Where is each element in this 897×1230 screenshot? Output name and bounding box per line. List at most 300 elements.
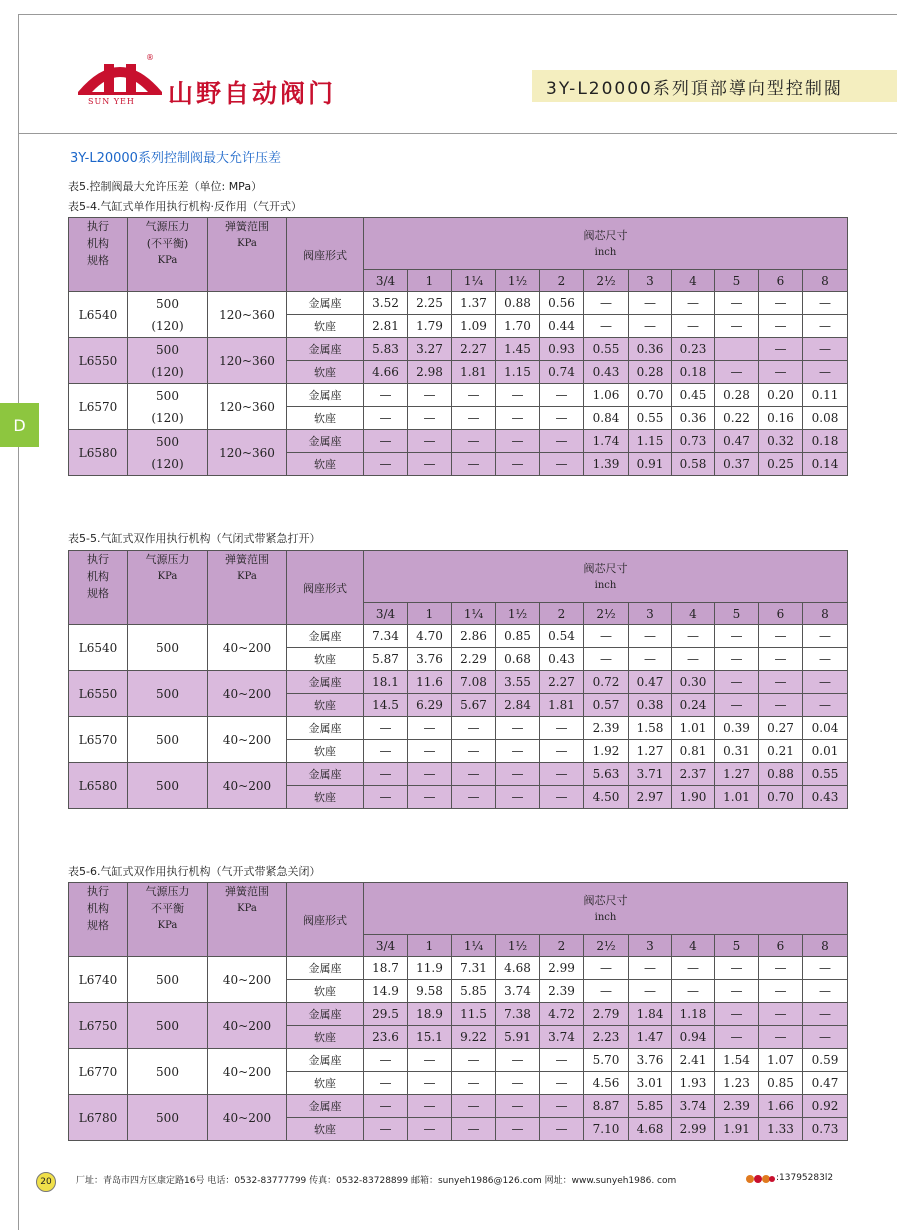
spring-cell: 40~200 <box>208 763 287 809</box>
value-cell: — <box>364 786 408 809</box>
value-cell: — <box>364 1072 408 1095</box>
supply-cell <box>128 763 208 809</box>
value-cell: 5.63 <box>584 763 629 786</box>
supply-cell <box>128 430 208 476</box>
header-line: 机构 <box>87 902 109 915</box>
model-cell: L6570 <box>69 384 128 430</box>
header-line: KPa <box>157 571 178 582</box>
table-row <box>69 292 848 315</box>
footer-contact: 厂址：青岛市四方区康定路16号 电话：0532-83777799 传真：0532-83728899 邮箱：sunyeh1986@126.com 网址：www.sunyeh1986. com <box>76 1176 677 1186</box>
value-cell: — <box>715 315 759 338</box>
size-header: 3/4 <box>364 603 408 625</box>
value-cell: 0.21 <box>759 740 803 763</box>
header-line: 规格 <box>87 587 109 600</box>
seat-cell: 软座 <box>287 407 364 430</box>
value-cell: — <box>364 1095 408 1118</box>
seat-cell: 金属座 <box>287 338 364 361</box>
value-cell: — <box>715 648 759 671</box>
size-header: 8 <box>803 270 848 292</box>
size-header: 1 <box>408 935 452 957</box>
value-cell: 3.52 <box>364 292 408 315</box>
value-cell: — <box>364 384 408 407</box>
value-cell: — <box>629 957 672 980</box>
size-header: 5 <box>715 603 759 625</box>
header-line: 执行 <box>87 553 109 566</box>
supply-value: (120) <box>151 456 184 471</box>
value-cell: 0.84 <box>584 407 629 430</box>
spring-range-header <box>208 883 287 957</box>
model-cell: L6540 <box>69 625 128 671</box>
supply-value: 500 <box>156 342 179 357</box>
value-cell: — <box>452 430 496 453</box>
value-cell: 2.39 <box>584 717 629 740</box>
supply-pressure-header <box>128 551 208 625</box>
header-line: 气源压力 <box>145 553 190 566</box>
header-line: inch <box>594 246 617 258</box>
value-cell: — <box>759 292 803 315</box>
value-cell: 2.39 <box>540 980 584 1003</box>
value-cell: 0.08 <box>803 407 848 430</box>
value-cell: 2.84 <box>496 694 540 717</box>
header-divider <box>18 133 897 134</box>
seat-type-header: 阀座形式 <box>287 883 364 957</box>
value-cell: 3.01 <box>629 1072 672 1095</box>
size-header: 8 <box>803 935 848 957</box>
value-cell: — <box>715 980 759 1003</box>
header-line: 阀芯尺寸 <box>583 893 628 907</box>
supply-value: 500 <box>156 1018 179 1033</box>
value-cell: 0.44 <box>540 315 584 338</box>
value-cell: — <box>584 625 629 648</box>
seat-cell: 软座 <box>287 1118 364 1141</box>
supply-value: 500 <box>156 388 179 403</box>
value-cell: 0.74 <box>540 361 584 384</box>
value-cell: — <box>364 453 408 476</box>
size-header: 3/4 <box>364 270 408 292</box>
supply-cell <box>128 717 208 763</box>
value-cell: 2.86 <box>452 625 496 648</box>
header-line: 机构 <box>87 570 109 583</box>
value-cell: 29.5 <box>364 1003 408 1026</box>
value-cell: 3.76 <box>408 648 452 671</box>
value-cell: — <box>364 1049 408 1072</box>
value-cell: 3.76 <box>629 1049 672 1072</box>
supply-value: (120) <box>151 364 184 379</box>
value-cell: — <box>496 740 540 763</box>
value-cell: — <box>672 957 715 980</box>
header-line: (不平衡) <box>146 237 189 250</box>
value-cell: — <box>629 648 672 671</box>
value-cell: 5.87 <box>364 648 408 671</box>
seat-cell: 软座 <box>287 1072 364 1095</box>
seat-cell: 软座 <box>287 786 364 809</box>
value-cell: 0.70 <box>629 384 672 407</box>
value-cell: 0.38 <box>629 694 672 717</box>
value-cell: 2.27 <box>452 338 496 361</box>
supply-cell <box>128 1095 208 1141</box>
value-cell: 15.1 <box>408 1026 452 1049</box>
value-cell: — <box>452 1049 496 1072</box>
value-cell: 1.47 <box>629 1026 672 1049</box>
size-header: 5 <box>715 935 759 957</box>
size-header: 3 <box>629 603 672 625</box>
value-cell: 5.91 <box>496 1026 540 1049</box>
value-cell: — <box>759 1026 803 1049</box>
header-line: 执行 <box>87 220 109 233</box>
spring-cell: 40~200 <box>208 957 287 1003</box>
size-header: 8 <box>803 603 848 625</box>
value-cell: 14.5 <box>364 694 408 717</box>
supply-cell <box>128 384 208 430</box>
size-header: 2½ <box>584 270 629 292</box>
value-cell: 0.47 <box>803 1072 848 1095</box>
size-header: 2 <box>540 935 584 957</box>
value-cell: — <box>715 694 759 717</box>
value-cell: 0.55 <box>629 407 672 430</box>
spring-cell: 40~200 <box>208 625 287 671</box>
value-cell: 1.23 <box>715 1072 759 1095</box>
value-cell: 7.08 <box>452 671 496 694</box>
value-cell: — <box>803 980 848 1003</box>
value-cell: — <box>803 648 848 671</box>
value-cell: 0.58 <box>672 453 715 476</box>
supply-cell <box>128 1049 208 1095</box>
spring-cell: 40~200 <box>208 717 287 763</box>
value-cell: — <box>629 315 672 338</box>
seat-cell: 软座 <box>287 740 364 763</box>
value-cell: — <box>759 338 803 361</box>
value-cell: 2.25 <box>408 292 452 315</box>
value-cell: — <box>672 292 715 315</box>
header-line: 不平衡 <box>151 902 184 915</box>
table-row <box>69 717 848 740</box>
spring-cell: 40~200 <box>208 1095 287 1141</box>
spring-cell: 120~360 <box>208 292 287 338</box>
value-cell: 3.74 <box>672 1095 715 1118</box>
value-cell: — <box>496 1118 540 1141</box>
value-cell: 3.74 <box>496 980 540 1003</box>
value-cell: 0.11 <box>803 384 848 407</box>
value-cell: — <box>715 625 759 648</box>
section-title: 3Y-L20000系列控制阀最大允许压差 <box>70 151 281 166</box>
actuator-header <box>69 551 128 625</box>
caption-table-2: 表5-5.气缸式双作用执行机构（气闭式带紧急打开） <box>68 532 321 545</box>
supply-cell <box>128 338 208 384</box>
value-cell: 4.50 <box>584 786 629 809</box>
value-cell: 0.16 <box>759 407 803 430</box>
value-cell: — <box>496 1049 540 1072</box>
value-cell: 1.01 <box>672 717 715 740</box>
value-cell: — <box>452 740 496 763</box>
value-cell: — <box>540 1118 584 1141</box>
value-cell: 1.01 <box>715 786 759 809</box>
value-cell: 0.93 <box>540 338 584 361</box>
size-header: 5 <box>715 270 759 292</box>
supply-value: 500 <box>156 972 179 987</box>
value-cell: 11.6 <box>408 671 452 694</box>
table-row <box>69 1003 848 1026</box>
value-cell: 2.97 <box>629 786 672 809</box>
value-cell: — <box>759 694 803 717</box>
value-cell: 0.55 <box>584 338 629 361</box>
value-cell: — <box>540 763 584 786</box>
pressure-table-1 <box>68 217 848 476</box>
core-size-header <box>364 551 848 603</box>
value-cell: — <box>452 717 496 740</box>
value-cell: 1.92 <box>584 740 629 763</box>
supply-value: 500 <box>156 686 179 701</box>
value-cell: 0.43 <box>803 786 848 809</box>
value-cell: 1.15 <box>496 361 540 384</box>
value-cell: 0.18 <box>672 361 715 384</box>
value-cell: 0.85 <box>496 625 540 648</box>
value-cell: 5.85 <box>452 980 496 1003</box>
supply-value: 500 <box>156 1110 179 1125</box>
value-cell: — <box>803 292 848 315</box>
value-cell: — <box>540 717 584 740</box>
value-cell: 2.79 <box>584 1003 629 1026</box>
size-header: 2½ <box>584 603 629 625</box>
value-cell: — <box>759 980 803 1003</box>
value-cell: — <box>452 1095 496 1118</box>
seat-cell: 金属座 <box>287 957 364 980</box>
size-header: 4 <box>672 603 715 625</box>
value-cell: 0.57 <box>584 694 629 717</box>
size-header: 1 <box>408 603 452 625</box>
value-cell: — <box>629 980 672 1003</box>
value-cell: 5.67 <box>452 694 496 717</box>
size-header: 1¼ <box>452 603 496 625</box>
supply-value: 500 <box>156 434 179 449</box>
supply-cell <box>128 1003 208 1049</box>
caption-table-1: 表5-4.气缸式单作用执行机构·反作用（气开式） <box>68 200 302 213</box>
page-title: 3Y-L20000系列頂部導向型控制閥 <box>546 79 843 99</box>
seat-cell: 金属座 <box>287 292 364 315</box>
size-header: 3 <box>629 270 672 292</box>
value-cell: 0.54 <box>540 625 584 648</box>
actuator-header <box>69 218 128 292</box>
supply-value: (120) <box>151 410 184 425</box>
value-cell: 0.59 <box>803 1049 848 1072</box>
value-cell: — <box>540 740 584 763</box>
value-cell: — <box>803 694 848 717</box>
value-cell: 0.25 <box>759 453 803 476</box>
value-cell: 1.54 <box>715 1049 759 1072</box>
size-header: 2½ <box>584 935 629 957</box>
value-cell: — <box>452 786 496 809</box>
value-cell: 0.85 <box>759 1072 803 1095</box>
value-cell: — <box>803 338 848 361</box>
value-cell: 0.72 <box>584 671 629 694</box>
seat-cell: 金属座 <box>287 625 364 648</box>
value-cell: 3.27 <box>408 338 452 361</box>
value-cell: 4.70 <box>408 625 452 648</box>
core-size-header <box>364 883 848 935</box>
spring-range-header <box>208 218 287 292</box>
caption-main: 表5.控制阀最大允许压差（单位: MPa） <box>68 180 263 193</box>
value-cell: 0.18 <box>803 430 848 453</box>
value-cell: — <box>364 717 408 740</box>
header-line: 气源压力 <box>145 885 190 898</box>
value-cell: 0.28 <box>629 361 672 384</box>
value-cell: — <box>803 625 848 648</box>
header-line: 弹簧范围 <box>225 553 269 566</box>
value-cell: 11.9 <box>408 957 452 980</box>
value-cell: 7.10 <box>584 1118 629 1141</box>
value-cell: — <box>672 980 715 1003</box>
value-cell: 0.24 <box>672 694 715 717</box>
value-cell: 7.31 <box>452 957 496 980</box>
phone-icon <box>745 1173 775 1184</box>
supply-pressure-header <box>128 218 208 292</box>
page-number: 20 <box>36 1172 56 1192</box>
footer-phone: :13795283l2 <box>776 1173 834 1183</box>
value-cell: 2.41 <box>672 1049 715 1072</box>
value-cell: 1.07 <box>759 1049 803 1072</box>
value-cell: 7.34 <box>364 625 408 648</box>
header-line: KPa <box>237 903 257 914</box>
value-cell: 2.99 <box>672 1118 715 1141</box>
header-line: 阀芯尺寸 <box>583 228 628 242</box>
registered-mark: ® <box>146 53 154 62</box>
model-cell: L6580 <box>69 430 128 476</box>
header-line: 阀芯尺寸 <box>583 561 628 575</box>
value-cell: 0.36 <box>629 338 672 361</box>
value-cell: 18.9 <box>408 1003 452 1026</box>
value-cell: 0.88 <box>759 763 803 786</box>
value-cell: 1.74 <box>584 430 629 453</box>
value-cell: 0.73 <box>803 1118 848 1141</box>
value-cell: — <box>584 980 629 1003</box>
value-cell: — <box>803 671 848 694</box>
value-cell: 0.68 <box>496 648 540 671</box>
table-row <box>69 957 848 980</box>
value-cell: 6.29 <box>408 694 452 717</box>
value-cell: 4.68 <box>496 957 540 980</box>
supply-pressure-header <box>128 883 208 957</box>
value-cell: — <box>672 648 715 671</box>
size-header: 2 <box>540 603 584 625</box>
seat-cell: 软座 <box>287 694 364 717</box>
value-cell: — <box>540 786 584 809</box>
value-cell: 9.22 <box>452 1026 496 1049</box>
value-cell: 0.14 <box>803 453 848 476</box>
spring-range-header <box>208 551 287 625</box>
value-cell: 1.66 <box>759 1095 803 1118</box>
value-cell: — <box>408 430 452 453</box>
value-cell: 1.15 <box>629 430 672 453</box>
model-cell: L6580 <box>69 763 128 809</box>
value-cell: — <box>496 384 540 407</box>
value-cell: — <box>672 625 715 648</box>
value-cell: 0.32 <box>759 430 803 453</box>
value-cell: — <box>584 957 629 980</box>
value-cell: 0.23 <box>672 338 715 361</box>
value-cell: 0.20 <box>759 384 803 407</box>
value-cell: — <box>452 384 496 407</box>
value-cell: — <box>540 453 584 476</box>
value-cell: 0.31 <box>715 740 759 763</box>
section-tab: D <box>0 403 39 447</box>
value-cell: 2.29 <box>452 648 496 671</box>
value-cell: 2.98 <box>408 361 452 384</box>
model-cell: L6570 <box>69 717 128 763</box>
value-cell: — <box>408 453 452 476</box>
value-cell: — <box>540 1095 584 1118</box>
seat-cell: 软座 <box>287 980 364 1003</box>
spring-cell: 40~200 <box>208 1003 287 1049</box>
value-cell: 3.71 <box>629 763 672 786</box>
value-cell: 0.81 <box>672 740 715 763</box>
model-cell: L6770 <box>69 1049 128 1095</box>
header-line: KPa <box>237 238 257 249</box>
value-cell: — <box>715 957 759 980</box>
seat-cell: 金属座 <box>287 1049 364 1072</box>
value-cell: 0.45 <box>672 384 715 407</box>
value-cell: — <box>408 1049 452 1072</box>
value-cell: — <box>584 292 629 315</box>
header-line: KPa <box>237 571 257 582</box>
value-cell: — <box>496 430 540 453</box>
seat-cell: 金属座 <box>287 763 364 786</box>
header-line: 弹簧范围 <box>225 220 269 233</box>
value-cell: 2.27 <box>540 671 584 694</box>
seat-cell: 金属座 <box>287 671 364 694</box>
value-cell: — <box>452 453 496 476</box>
value-cell: 2.37 <box>672 763 715 786</box>
value-cell: 0.43 <box>584 361 629 384</box>
value-cell: 7.38 <box>496 1003 540 1026</box>
table-row <box>69 671 848 694</box>
value-cell: — <box>715 361 759 384</box>
value-cell: — <box>408 786 452 809</box>
model-cell: L6740 <box>69 957 128 1003</box>
value-cell: — <box>408 740 452 763</box>
value-cell: — <box>408 1118 452 1141</box>
table-row <box>69 1095 848 1118</box>
value-cell: 11.5 <box>452 1003 496 1026</box>
value-cell: — <box>759 1003 803 1026</box>
seat-cell: 软座 <box>287 1026 364 1049</box>
value-cell: — <box>803 315 848 338</box>
value-cell: 0.22 <box>715 407 759 430</box>
value-cell: — <box>803 1026 848 1049</box>
value-cell: 0.92 <box>803 1095 848 1118</box>
value-cell: 0.37 <box>715 453 759 476</box>
value-cell: — <box>496 763 540 786</box>
value-cell: — <box>408 1095 452 1118</box>
model-cell: L6540 <box>69 292 128 338</box>
caption-table-3: 表5-6.气缸式双作用执行机构（气开式带紧急关闭） <box>68 865 321 878</box>
value-cell: 0.39 <box>715 717 759 740</box>
value-cell: — <box>759 361 803 384</box>
spring-cell: 40~200 <box>208 671 287 717</box>
value-cell: — <box>540 407 584 430</box>
value-cell: 0.47 <box>629 671 672 694</box>
value-cell: 18.7 <box>364 957 408 980</box>
value-cell: — <box>629 625 672 648</box>
supply-value: 500 <box>156 640 179 655</box>
value-cell: — <box>364 1118 408 1141</box>
value-cell: — <box>496 407 540 430</box>
supply-cell <box>128 957 208 1003</box>
pressure-table-3 <box>68 882 848 1141</box>
seat-type-header: 阀座形式 <box>287 551 364 625</box>
value-cell: — <box>364 763 408 786</box>
value-cell: — <box>672 315 715 338</box>
value-cell: — <box>629 292 672 315</box>
value-cell: 1.39 <box>584 453 629 476</box>
